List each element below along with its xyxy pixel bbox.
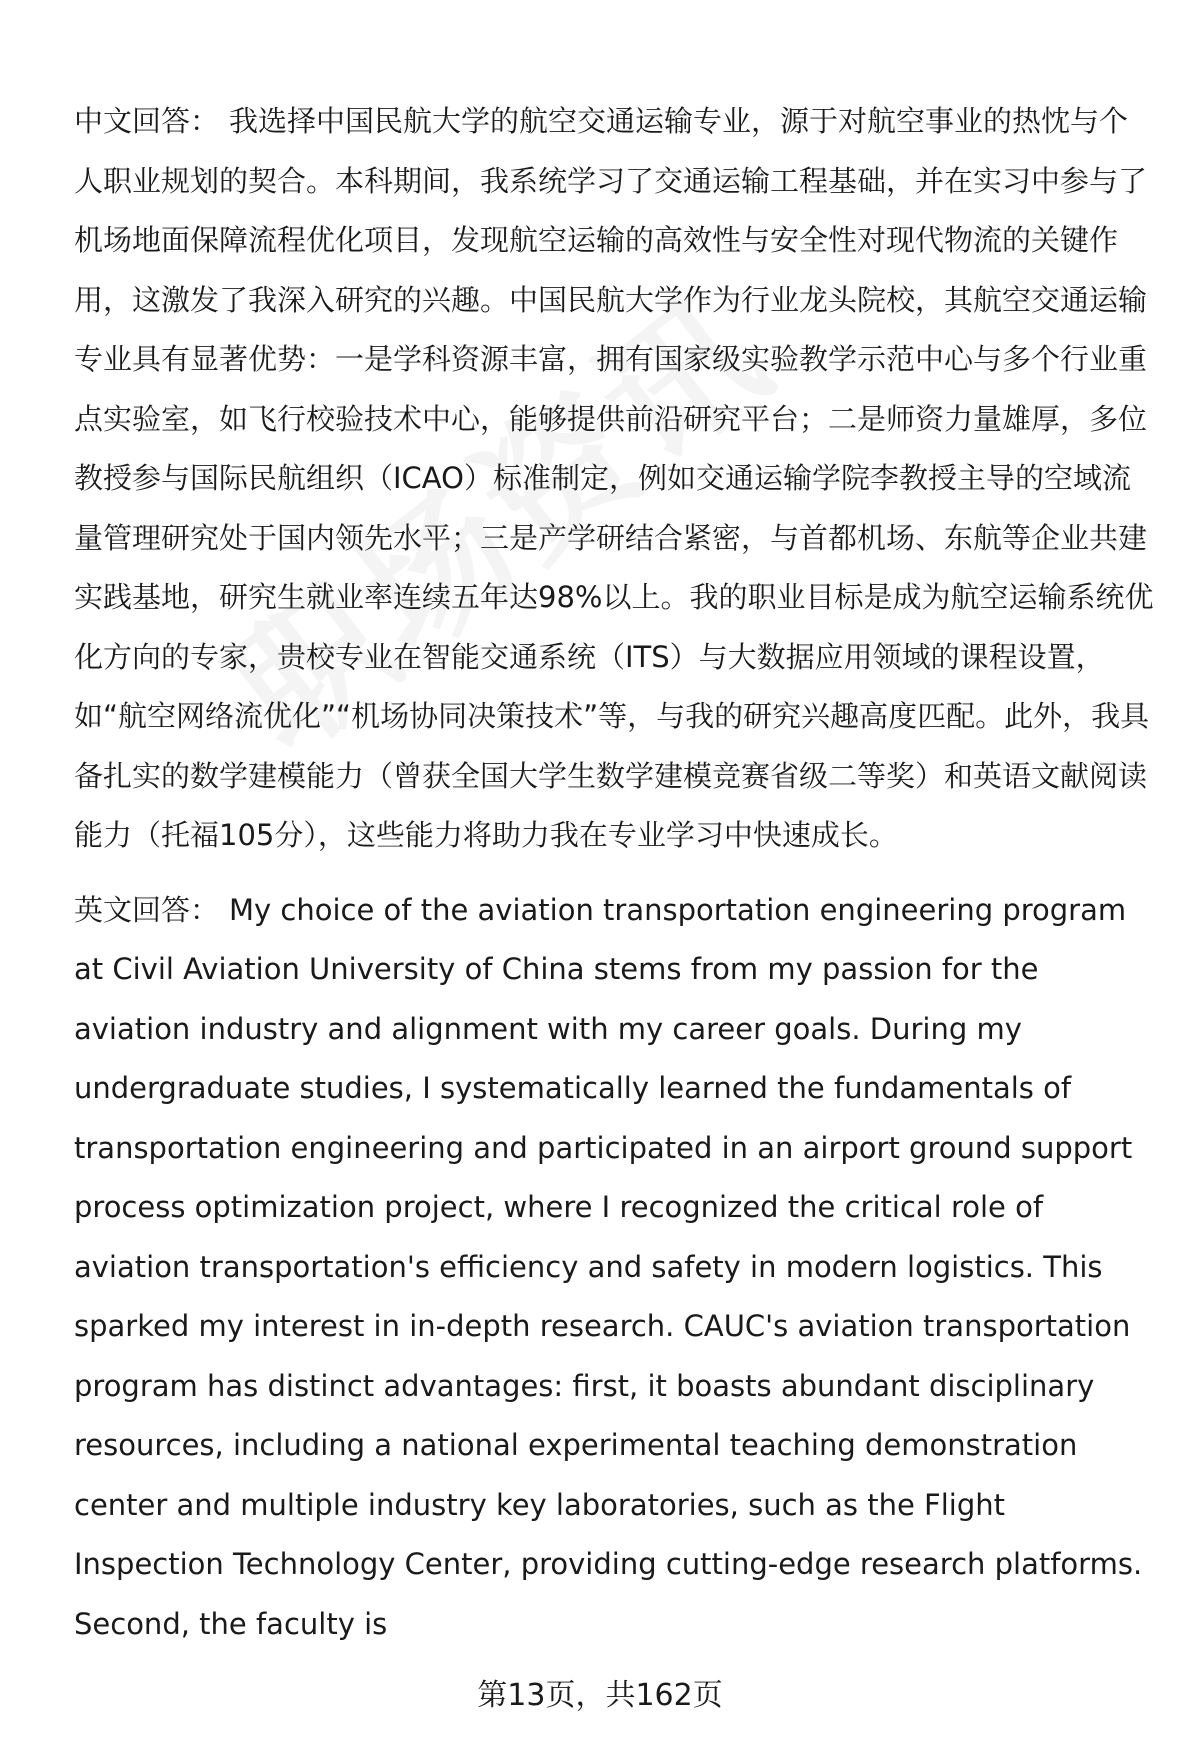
chinese-answer-paragraph [74,92,1156,866]
english-answer-text: My choice of the aviation transportation engineering program at Civil Aviation University of China stems from my passion for the aviation industry and alignment with my career goals. During my undergraduate studies, I systematically learned the fundamentals of transportation engineering and participated in an airport ground support process optimization project, where I recognized the critical role of aviation transportation's efficiency and safety in modern logistics. This sparked my interest in in-depth research. CAUC's aviation transportation program has distinct advantages: first, it boasts abundant disciplinary resources, including a national experimental teaching demonstration center and multiple industry key laboratories, such as the Flight Inspection Technology Center, providing cutting-edge research platforms. Second, the faculty is [74,892,1143,1641]
document-body [74,92,1156,1654]
english-answer-paragraph [74,881,1156,1655]
chinese-answer-text: 我选择中国民航大学的航空交通运输专业，源于对航空事业的热忱与个人职业规划的契合。本科期间，我系统学习了交通运输工程基础，并在实习中参与了机场地面保障流程优化项目，发现航空运输的高效性与安全性对现代物流的关键作用，这激发了我深入研究的兴趣。中国民航大学作为行业龙头院校，其航空交通运输专业具有显著优势：一是学科资源丰富，拥有国家级实验教学示范中心与多个行业重点实验室，如飞行校验技术中心，能够提供前沿研究平台；二是师资力量雄厚，多位教授参与国际民航组织（ICAO）标准制定，例如交通运输学院李教授主导的空域流量管理研究处于国内领先水平；三是产学研结合紧密，与首都机场、东航等企业共建实践基地，研究生就业率连续五年达98%以上。我的职业目标是成为航空运输系统优化方向的专家，贵校专业在智能交通系统（ITS）与大数据应用领域的课程设置，如“航空网络流优化”“机场协同决策技术”等，与我的研究兴趣高度匹配。此外，我具备扎实的数学建模能力（曾获全国大学生数学建模竞赛省级二等奖）和英语文献阅读能力（托福105分），这些能力将助力我在专业学习中快速成长。 [74,104,1154,852]
english-answer-label: 英文回答： [74,892,220,927]
page-number-footer: 第13页，共162页 [477,1678,723,1713]
chinese-answer-label: 中文回答： [74,104,220,138]
